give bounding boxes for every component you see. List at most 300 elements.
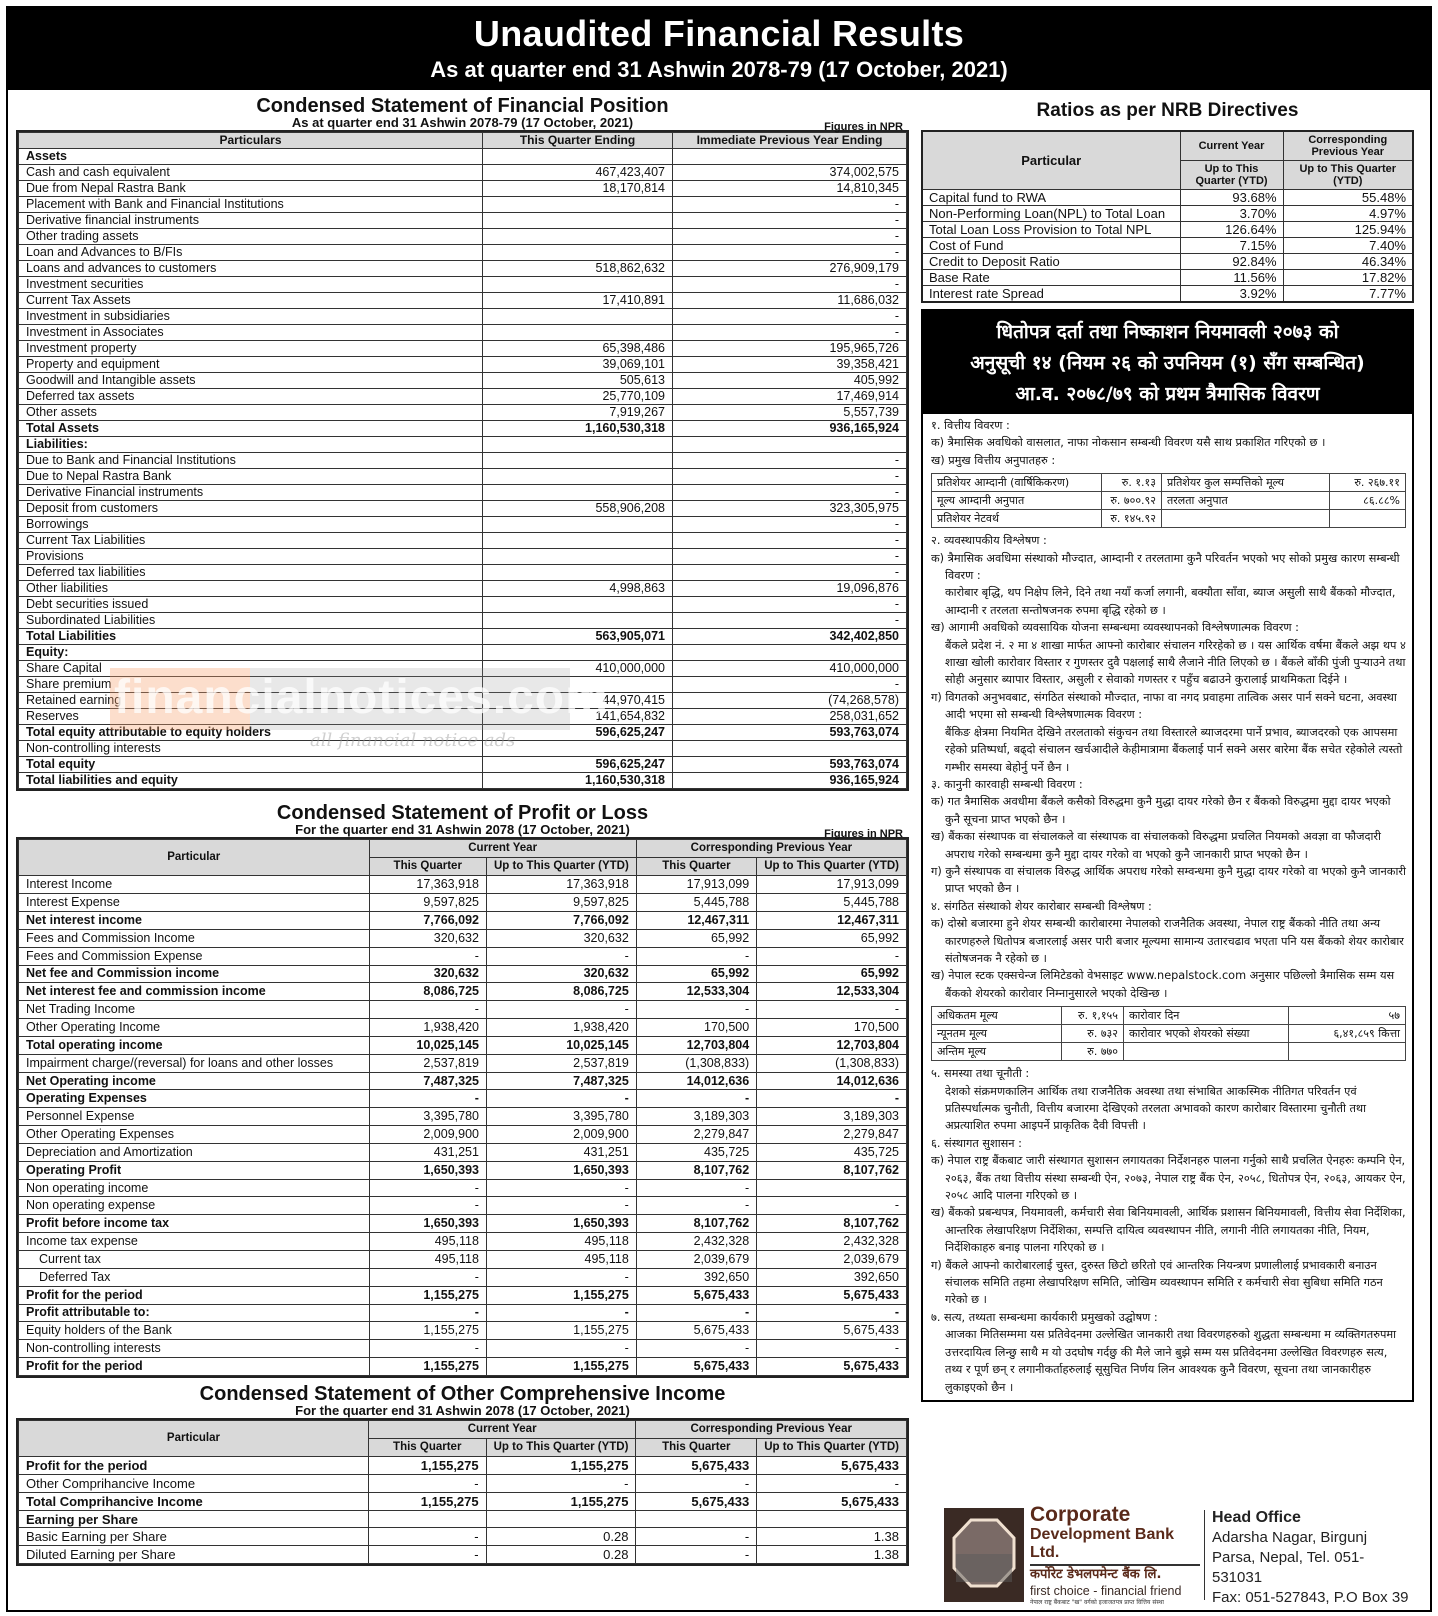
cur-ytd-value: 0.28 xyxy=(486,1528,636,1546)
previous-year-value: - xyxy=(673,549,907,565)
this-quarter-value: 563,905,071 xyxy=(483,629,673,645)
prev-ytd-value: 12,703,804 xyxy=(757,1036,907,1054)
ratio-label: Interest rate Spread xyxy=(922,286,1180,303)
table-row xyxy=(19,405,907,421)
prev-ytd-value: 12,533,304 xyxy=(757,983,907,1001)
this-quarter-value xyxy=(483,533,673,549)
prev-this-quarter-value: 2,432,328 xyxy=(636,1233,756,1251)
row-label: Deferred tax liabilities xyxy=(19,565,483,581)
section-2-title: २. व्यवस्थापकीय विश्लेषण : xyxy=(931,534,1047,548)
prev-this-quarter-value: 12,467,311 xyxy=(636,911,756,929)
row-label: Total equity xyxy=(19,757,483,773)
previous-year-value xyxy=(673,437,907,453)
group-header-current: Current Year xyxy=(368,1420,636,1438)
prev-ytd-value: 170,500 xyxy=(757,1019,907,1037)
this-quarter-value: 596,625,247 xyxy=(483,725,673,741)
row-label: Net Operating income xyxy=(19,1072,370,1090)
row-label: Deferred tax assets xyxy=(19,389,483,405)
cur-this-quarter-value: 3,395,780 xyxy=(369,1108,486,1126)
prev-this-quarter-value: 2,279,847 xyxy=(636,1126,756,1144)
profit-loss-title: Condensed Statement of Profit or Loss xyxy=(276,802,649,825)
this-quarter-value xyxy=(483,741,673,757)
table-row xyxy=(19,693,907,709)
prev-this-quarter-value: 8,107,762 xyxy=(636,1215,756,1233)
table-row xyxy=(19,983,907,1001)
row-label: Total operating income xyxy=(19,1036,370,1054)
cur-this-quarter-value: 10,025,145 xyxy=(369,1036,486,1054)
previous-year-value: 342,402,850 xyxy=(673,629,907,645)
prev-ytd-value: 2,432,328 xyxy=(757,1233,907,1251)
section-2-b-body: बैंकले प्रदेश नं. २ मा ४ शाखा मार्फत आफ्नो कारोबार संचालन गरिरहेको छ । यस आर्थिक वर्षमा बैंकले अझ थप ४ शाखा खोली कारोवार विस्तार र गुणस्तर दुवै पक्षलाई साथै लैजाने नीति लिएको छ । बैंकले बाँकी पुंजी पुऱ्याउने तथा सोही अनुसार ब्यापार विस्तार, असुली र सेवाको गणस्तर र पहुँच बढाउने कुरालाई प्राथमिकता दिईने । xyxy=(945,638,1406,687)
section-3-b: ख) बैंकका संस्थापक वा संचालकले वा संस्थापक वा संचालकको विरुद्धमा प्रचलित नियमको अवज्ञा वा फौजदारी अपराध गरेको सम्बन्धमा कुनै मुद्दा दायर गरेको वा भएको कुनै जानकारी प्राप्त भएको छैन । xyxy=(931,830,1381,861)
cur-this-quarter-value: - xyxy=(369,947,486,965)
table-row xyxy=(19,661,907,677)
cur-ytd-value: 431,251 xyxy=(486,1143,636,1161)
section-4-a: क) दोस्रो बजारमा हुने शेयर सम्बन्धी कारोबारमा नेपालको राजनैतिक अवस्था, नेपाल राष्ट्र बैंकको नीति तथा अन्य कारणहरुले धितोपत्र बजारलाई असर पारी बजार मूल्यमा सामान्य उतारचढाव भएता पनि यस बैंकको शेयर कारोबार संतोषजनक नै रहेको छ । xyxy=(931,917,1404,965)
table-row xyxy=(19,549,907,565)
page-title: Unaudited Financial Results xyxy=(473,13,965,54)
cur-ytd-value: 1,155,275 xyxy=(486,1358,636,1376)
row-label: Profit attributable to: xyxy=(19,1304,370,1322)
table-row xyxy=(19,1268,907,1286)
table-row xyxy=(19,965,907,983)
cur-ytd-value: 9,597,825 xyxy=(486,894,636,912)
section-1-b: ख) प्रमुख वित्तीय अनुपातहरु : xyxy=(931,453,1056,467)
row-label: Net interest income xyxy=(19,911,370,929)
cur-ytd-value: - xyxy=(486,1179,636,1197)
previous-year-value: 39,358,421 xyxy=(673,357,907,373)
row-label: Current tax xyxy=(19,1251,370,1269)
prev-this-quarter-value: 170,500 xyxy=(636,1019,756,1037)
table-row xyxy=(19,1001,907,1019)
column-header: Particular xyxy=(19,840,370,876)
prev-ytd-value: 65,992 xyxy=(757,965,907,983)
ratio-label: Base Rate xyxy=(922,270,1180,286)
page-subtitle: As at quarter end 31 Ashwin 2078-79 (17 October, 2021) xyxy=(430,57,1008,82)
previous-year-value: 4.97% xyxy=(1283,206,1413,222)
previous-year-value: - xyxy=(673,213,907,229)
cell-value: ५७ xyxy=(1289,1007,1406,1025)
section-5-body: देशको संक्रमणकालिन आर्थिक तथा राजनैतिक अवस्था तथा संभाबित आकस्मिक नीतिगत परिवर्तन एवं प्रतिस्पर्धात्मक चुनौती, वित्तीय बजारमा देखिएको तरलता अभावको कारण कारोबार विस्तारमा चुनौती तथा अप्रत्याशित रुपमा आइपर्ने प्राकृतिक दैवी विपत्ती । xyxy=(945,1084,1367,1133)
table-row xyxy=(19,757,907,773)
cur-this-quarter-value: 320,632 xyxy=(369,965,486,983)
cur-ytd-value: 2,537,819 xyxy=(486,1054,636,1072)
row-label: Non-controlling interests xyxy=(19,741,483,757)
cell-value: ८६.८८% xyxy=(1330,492,1406,510)
prev-ytd-value: 17,913,099 xyxy=(757,876,907,894)
prev-this-quarter-value: - xyxy=(636,947,756,965)
previous-year-value: - xyxy=(673,485,907,501)
row-label: Total Comprihancive Income xyxy=(19,1492,369,1510)
prev-ytd-value: 14,012,636 xyxy=(757,1072,907,1090)
section-2-b-title: ख) आगामी अवधिको व्यवसायिक योजना सम्बन्धमा व्यवस्थापनको विश्लेषणात्मक विवरण : xyxy=(931,621,1299,635)
cur-this-quarter-value: - xyxy=(369,1179,486,1197)
row-label: Non operating income xyxy=(19,1179,370,1197)
cur-ytd-value: 320,632 xyxy=(486,965,636,983)
this-quarter-value: 1,160,530,318 xyxy=(483,421,673,437)
table-row xyxy=(19,373,907,389)
table-row xyxy=(19,325,907,341)
previous-year-value: 7.40% xyxy=(1283,238,1413,254)
prev-ytd-value: 2,039,679 xyxy=(757,1251,907,1269)
table-row xyxy=(19,309,907,325)
row-label: Diluted Earning per Share xyxy=(19,1546,369,1564)
table-row xyxy=(19,1322,907,1340)
table-row xyxy=(19,894,907,912)
prev-ytd-value: 1.38 xyxy=(757,1546,907,1564)
row-label: Total equity attributable to equity holders xyxy=(19,725,483,741)
row-label: Retained earning xyxy=(19,693,483,709)
table-row xyxy=(19,1215,907,1233)
row-label: Other liabilities xyxy=(19,581,483,597)
this-quarter-value: 44,970,415 xyxy=(483,693,673,709)
row-label: Fees and Commission Income xyxy=(19,929,370,947)
this-quarter-value: 39,069,101 xyxy=(483,357,673,373)
nepali-disclosure-heading: धितोपत्र दर्ता तथा निष्काशन नियमावली २०७३ को अनुसूची १४ (नियम २६ को उपनियम (१) सँग सम्बन्धित) आ.व. २०७८/७९ को प्रथम त्रैमासिक विवरण xyxy=(923,311,1412,414)
cell-label: अधिकतम मूल्य xyxy=(932,1007,1062,1025)
prev-ytd-value: - xyxy=(757,1090,907,1108)
cur-this-quarter-value: 17,363,918 xyxy=(369,876,486,894)
column-header: Up to This Quarter (YTD) xyxy=(486,1438,636,1456)
figures-note: Figures in NPR xyxy=(824,828,903,841)
prev-this-quarter-value: 392,650 xyxy=(636,1268,756,1286)
row-label: Share premium xyxy=(19,677,483,693)
table-row xyxy=(19,773,907,789)
watermark-text: financialnotices.com xyxy=(114,671,609,724)
cell-value: रु. ७७० xyxy=(1062,1043,1124,1061)
prev-this-quarter-value: - xyxy=(636,1304,756,1322)
table-row xyxy=(19,437,907,453)
section-6-b: ख) बैंकको प्रबन्धपत्र, नियमावली, कर्मचारी सेवा बिनियमावली, आर्थिक प्रशासन बिनियमावली, वित्तीय सेवा निर्देशिका, आन्तरिक लेखापरिक्षण निर्देशिका, सम्पत्ति दायित्व व्यवस्थापन नीति, लगानी नीति लगायतका नीति, नियम, निर्देशिकाहरु बनाइ पालना गरिएको छ । xyxy=(931,1206,1406,1255)
table-row xyxy=(19,613,907,629)
this-quarter-value xyxy=(483,149,673,165)
row-label: Goodwill and Intangible assets xyxy=(19,373,483,389)
ratio-label: Cost of Fund xyxy=(922,238,1180,254)
table-row xyxy=(19,357,907,373)
section-2-a-title: क) त्रैमासिक अवधिमा संस्थाको मौज्दात, आम्दानी र तरलतामा कुनै परिवर्तन भएको भए सोको प्रमुख कारण सम्बन्धी विवरण : xyxy=(931,551,1400,583)
row-label: Other Operating Income xyxy=(19,1019,370,1037)
table-row xyxy=(932,510,1406,528)
this-quarter-value: 7,919,267 xyxy=(483,405,673,421)
table-row xyxy=(19,741,907,757)
head-office xyxy=(1212,1508,1412,1608)
previous-year-value: 410,000,000 xyxy=(673,661,907,677)
cur-this-quarter-value: - xyxy=(368,1528,486,1546)
table-header-row xyxy=(19,133,907,149)
cur-ytd-value: 1,650,393 xyxy=(486,1161,636,1179)
section-2-a-body: कारोबार बृद्धि, थप निक्षेप लिने, दिने तथा नयाँ कर्जा लगानी, बक्यौता साँवा, ब्याज असुली साथै बैंकको मौज्दात, आम्दानी र तरलता सन्तोषजनक रुपमा बृद्धि रहेको छ । xyxy=(945,586,1396,617)
prev-this-quarter-value: 5,675,433 xyxy=(636,1286,756,1304)
title-banner xyxy=(6,6,1432,90)
cur-this-quarter-value: 1,155,275 xyxy=(368,1456,486,1474)
row-label: Investment in subsidiaries xyxy=(19,309,483,325)
cell-value: ६,४१,८५९ कित्ता xyxy=(1289,1025,1406,1043)
table-row xyxy=(19,1126,907,1144)
row-label: Basic Earning per Share xyxy=(19,1528,369,1546)
key-ratio-table xyxy=(931,473,1406,528)
profit-loss-table xyxy=(18,839,907,1376)
row-label: Other Operating Expenses xyxy=(19,1126,370,1144)
cell-label: तरलता अनुपात xyxy=(1162,492,1330,510)
previous-year-value: - xyxy=(673,245,907,261)
table-row xyxy=(19,947,907,965)
previous-year-value xyxy=(673,741,907,757)
cur-this-quarter-value: 1,155,275 xyxy=(369,1286,486,1304)
cur-this-quarter-value: 1,650,393 xyxy=(369,1215,486,1233)
cell-value: रु. ७३२ xyxy=(1062,1025,1124,1043)
section-5-title: ५. समस्या तथा चूनौती : xyxy=(931,1067,1030,1081)
current-year-value: 126.64% xyxy=(1180,222,1283,238)
row-label: Reserves xyxy=(19,709,483,725)
current-year-value: 3.92% xyxy=(1180,286,1283,303)
table-row xyxy=(932,492,1406,510)
prev-ytd-value: 392,650 xyxy=(757,1268,907,1286)
cur-this-quarter-value: 495,118 xyxy=(369,1251,486,1269)
cur-ytd-value: - xyxy=(486,1090,636,1108)
row-label: Profit for the period xyxy=(19,1286,370,1304)
cur-this-quarter-value: 1,155,275 xyxy=(368,1492,486,1510)
table-row xyxy=(19,1456,907,1474)
cur-ytd-value: - xyxy=(486,1474,636,1492)
prev-ytd-value: 435,725 xyxy=(757,1143,907,1161)
table-row xyxy=(19,1510,907,1528)
row-label: Loans and advances to customers xyxy=(19,261,483,277)
row-label: Operating Expenses xyxy=(19,1090,370,1108)
ratio-label: Non-Performing Loan(NPL) to Total Loan xyxy=(922,206,1180,222)
table-row xyxy=(19,876,907,894)
row-label: Derivative Financial instruments xyxy=(19,485,483,501)
this-quarter-value: 467,423,407 xyxy=(483,165,673,181)
table-row xyxy=(19,469,907,485)
row-label: Loan and Advances to B/FIs xyxy=(19,245,483,261)
this-quarter-value: 141,654,832 xyxy=(483,709,673,725)
cell-label: अन्तिम मूल्य xyxy=(932,1043,1062,1061)
this-quarter-value: 596,625,247 xyxy=(483,757,673,773)
table-row xyxy=(922,270,1413,286)
cur-this-quarter-value: - xyxy=(368,1474,486,1492)
table-row xyxy=(19,421,907,437)
prev-ytd-value: - xyxy=(757,1474,907,1492)
cur-this-quarter-value: - xyxy=(369,1197,486,1215)
cur-ytd-value: 1,155,275 xyxy=(486,1492,636,1510)
cur-ytd-value: 1,155,275 xyxy=(486,1322,636,1340)
table-row xyxy=(19,1251,907,1269)
row-label: Impairment charge/(reversal) for loans and other losses xyxy=(19,1054,370,1072)
cur-this-quarter-value: 431,251 xyxy=(369,1143,486,1161)
row-label: Non operating expense xyxy=(19,1197,370,1215)
row-label: Other trading assets xyxy=(19,229,483,245)
prev-this-quarter-value: 5,675,433 xyxy=(636,1358,756,1376)
this-quarter-value xyxy=(483,325,673,341)
table-row xyxy=(19,1474,907,1492)
brand-line-2: Development Bank Ltd. xyxy=(1030,1526,1200,1566)
previous-year-value: 11,686,032 xyxy=(673,293,907,309)
table-row xyxy=(19,1179,907,1197)
table-row xyxy=(19,165,907,181)
table-row xyxy=(19,261,907,277)
table-row xyxy=(19,1286,907,1304)
prev-ytd-value: 8,107,762 xyxy=(757,1215,907,1233)
this-quarter-value xyxy=(483,517,673,533)
row-label: Liabilities: xyxy=(19,437,483,453)
prev-ytd-value: 5,675,433 xyxy=(757,1456,907,1474)
prev-this-quarter-value: 3,189,303 xyxy=(636,1108,756,1126)
cell-value: रु. ७००.९२ xyxy=(1102,492,1162,510)
this-quarter-value: 25,770,109 xyxy=(483,389,673,405)
table-row xyxy=(19,1492,907,1510)
cell-label xyxy=(1124,1043,1289,1061)
head-office-title: Head Office xyxy=(1212,1509,1301,1526)
prev-this-quarter-value: - xyxy=(636,1001,756,1019)
previous-year-value: 323,305,975 xyxy=(673,501,907,517)
prev-ytd-value: - xyxy=(757,947,907,965)
table-row xyxy=(19,1546,907,1564)
this-quarter-value: 1,160,530,318 xyxy=(483,773,673,789)
table-row xyxy=(932,1025,1406,1043)
cell-value: रु. १,१५५ xyxy=(1062,1007,1124,1025)
this-quarter-value: 558,906,208 xyxy=(483,501,673,517)
prev-this-quarter-value: 2,039,679 xyxy=(636,1251,756,1269)
prev-ytd-value: 3,189,303 xyxy=(757,1108,907,1126)
prev-this-quarter-value: 5,675,433 xyxy=(636,1492,757,1510)
ratios-body xyxy=(922,190,1413,303)
cur-this-quarter-value: 1,155,275 xyxy=(369,1358,486,1376)
section-4-title: ४. संगठित संस्थाको शेयर कारोबार सम्बन्धी विश्लेषण : xyxy=(931,899,1152,913)
prev-this-quarter-value: 5,445,788 xyxy=(636,894,756,912)
prev-ytd-value: 12,467,311 xyxy=(757,911,907,929)
this-quarter-value: 18,170,814 xyxy=(483,181,673,197)
prev-ytd-value: (1,308,833) xyxy=(757,1054,907,1072)
prev-ytd-value: - xyxy=(757,1197,907,1215)
previous-year-value xyxy=(673,149,907,165)
ratios-title: Ratios as per NRB Directives xyxy=(1036,100,1299,121)
table-row xyxy=(19,677,907,693)
this-quarter-value: 17,410,891 xyxy=(483,293,673,309)
table-row xyxy=(19,293,907,309)
section-7-body: आजका मितिसम्ममा यस प्रतिवेदनमा उल्लेखित जानकारी तथा विवरणहरुको शुद्धता सम्बन्धमा म व्यक्तिगतरुपमा उत्तरदायित्व लिन्छु साथै म यो उदघोष गर्दछु की मैले जाने बुझे सम्म यस प्रतिवेदनमा उल्लेखित विवरणहरु सत्य, तथ्य र पूर्ण छन् र लगानीकर्ताहरुलाई सूसुचित निर्णय लिन आवश्यक कुनै विवरण, सूचना तथा जानकारीहरु लुकाइएको छैन । xyxy=(945,1328,1397,1394)
row-label: Net Trading Income xyxy=(19,1001,370,1019)
prev-this-quarter-value: - xyxy=(636,1090,756,1108)
previous-year-value: 936,165,924 xyxy=(673,773,907,789)
section-6-a: क) नेपाल राष्ट्र बैंकबाट जारी संस्थागत सुशासन लगायतका निर्देशनहरु पालना गर्नुको साथै प्रचलित ऐनहरुः कम्पनि ऐन, २०६३, बैंक तथा वित्तीय संस्था सम्बन्धी ऐन, २०७३, नेपाल राष्ट्र बैंक ऐन, २०५८, धितोपत्र ऐन, २०६३, आयकर ऐन, २०५८ आदि पालना गरिएको छ । xyxy=(931,1154,1406,1203)
this-quarter-value xyxy=(483,485,673,501)
previous-year-value: - xyxy=(673,597,907,613)
group-header-previous: Corresponding Previous Year xyxy=(1283,131,1413,161)
cur-this-quarter-value: 1,650,393 xyxy=(369,1161,486,1179)
table-row xyxy=(19,1019,907,1037)
row-label: Profit before income tax xyxy=(19,1215,370,1233)
row-label: Total Liabilities xyxy=(19,629,483,645)
cur-this-quarter-value: 9,597,825 xyxy=(369,894,486,912)
cell-label: कारोवार दिन xyxy=(1124,1007,1289,1025)
licence-note: नेपाल राष्ट्र बैंकबाट "ख" वर्गको इजाजतपत्र प्राप्त वित्तिय संस्था xyxy=(1030,1599,1164,1606)
cur-ytd-value: 3,395,780 xyxy=(486,1108,636,1126)
table-row xyxy=(922,190,1413,206)
section-1-title: १. वित्तीय विवरण : xyxy=(931,419,1010,432)
cell-label: प्रतिशेयर नेटवर्थ xyxy=(932,510,1102,528)
row-label: Profit for the period xyxy=(19,1456,369,1474)
row-label: Fees and Commission Expense xyxy=(19,947,370,965)
table-row xyxy=(19,1340,907,1358)
previous-year-value: 374,002,575 xyxy=(673,165,907,181)
row-label: Total liabilities and equity xyxy=(19,773,483,789)
previous-year-value: - xyxy=(673,677,907,693)
cur-this-quarter-value: - xyxy=(368,1546,486,1564)
group-header-current: Current Year xyxy=(369,840,636,858)
oci-body xyxy=(19,1456,907,1563)
row-label: Current Tax Liabilities xyxy=(19,533,483,549)
table-row xyxy=(19,1197,907,1215)
this-quarter-value xyxy=(483,277,673,293)
row-label: Interest Income xyxy=(19,876,370,894)
cur-this-quarter-value: - xyxy=(369,1001,486,1019)
row-label: Property and equipment xyxy=(19,357,483,373)
cell-label: न्यूनतम मूल्य xyxy=(932,1025,1062,1043)
section-3-c: ग) कुनै संस्थापक वा संचालक विरुद्ध आर्थिक अपराध गरेको सम्वन्धमा कुनै मुद्धा दायर गरेको वा भएको कुनै जानकारी प्राप्त भएको छैन । xyxy=(931,864,1406,896)
row-label: Share Capital xyxy=(19,661,483,677)
head-office-line-3: Fax: 051-527843, P.O Box 39 xyxy=(1212,1589,1409,1606)
this-quarter-value xyxy=(483,677,673,693)
previous-year-value: 17.82% xyxy=(1283,270,1413,286)
row-label: Deposit from customers xyxy=(19,501,483,517)
cur-ytd-value: - xyxy=(486,1304,636,1322)
prev-ytd-value xyxy=(757,1179,907,1197)
oci-table xyxy=(18,1420,907,1564)
cur-this-quarter-value: 2,537,819 xyxy=(369,1054,486,1072)
table-row xyxy=(19,911,907,929)
prev-this-quarter-value: 65,992 xyxy=(636,965,756,983)
row-label: Subordinated Liabilities xyxy=(19,613,483,629)
prev-ytd-value: - xyxy=(757,1001,907,1019)
profit-loss-subtitle: For the quarter end 31 Ashwin 2078 (17 October, 2021) Figures in NPR xyxy=(295,822,903,841)
table-row xyxy=(19,1304,907,1322)
table-row xyxy=(19,229,907,245)
cur-ytd-value: 7,487,325 xyxy=(486,1072,636,1090)
table-row xyxy=(19,1072,907,1090)
section-3-a: क) गत त्रैमासिक अवधीमा बैंकले कसैको विरुद्धमा कुनै मुद्धा दायर गरेको छैन र बैंकको विरुद्धमा मुद्दा दायर भएको कुनै सूचना प्राप्त भएको छैन । xyxy=(931,795,1391,826)
cur-ytd-value: - xyxy=(486,1001,636,1019)
table-row xyxy=(922,222,1413,238)
row-label: Investment in Associates xyxy=(19,325,483,341)
current-year-value: 93.68% xyxy=(1180,190,1283,206)
cur-this-quarter-value: 495,118 xyxy=(369,1233,486,1251)
previous-year-value: 46.34% xyxy=(1283,254,1413,270)
cell-value xyxy=(1330,510,1406,528)
group-header-previous: Corresponding Previous Year xyxy=(636,1420,907,1438)
head-office-line-2: Parsa, Nepal, Tel. 051-531031 xyxy=(1212,1549,1365,1586)
current-year-value: 3.70% xyxy=(1180,206,1283,222)
cur-ytd-value: 1,155,275 xyxy=(486,1456,636,1474)
prev-this-quarter-value: - xyxy=(636,1197,756,1215)
brand-nepali: कर्पोरेट डेभलपमेन्ट बैंक लि. xyxy=(1030,1567,1162,1582)
cur-ytd-value: - xyxy=(486,947,636,965)
cur-ytd-value: 495,118 xyxy=(486,1233,636,1251)
left-column xyxy=(16,96,909,1566)
row-label: Other assets xyxy=(19,405,483,421)
table-row xyxy=(922,286,1413,303)
prev-this-quarter-value: 65,992 xyxy=(636,929,756,947)
row-label: Operating Profit xyxy=(19,1161,370,1179)
ratio-label: Total Loan Loss Provision to Total NPL xyxy=(922,222,1180,238)
this-quarter-value xyxy=(483,245,673,261)
prev-ytd-value: - xyxy=(757,1304,907,1322)
row-label: Net interest fee and commission income xyxy=(19,983,370,1001)
row-label: Deferred Tax xyxy=(19,1268,370,1286)
prev-this-quarter-value: 8,107,762 xyxy=(636,1161,756,1179)
this-quarter-value xyxy=(483,597,673,613)
head-office-line-1: Adarsha Nagar, Birgunj xyxy=(1212,1529,1368,1546)
previous-year-value: 593,763,074 xyxy=(673,757,907,773)
